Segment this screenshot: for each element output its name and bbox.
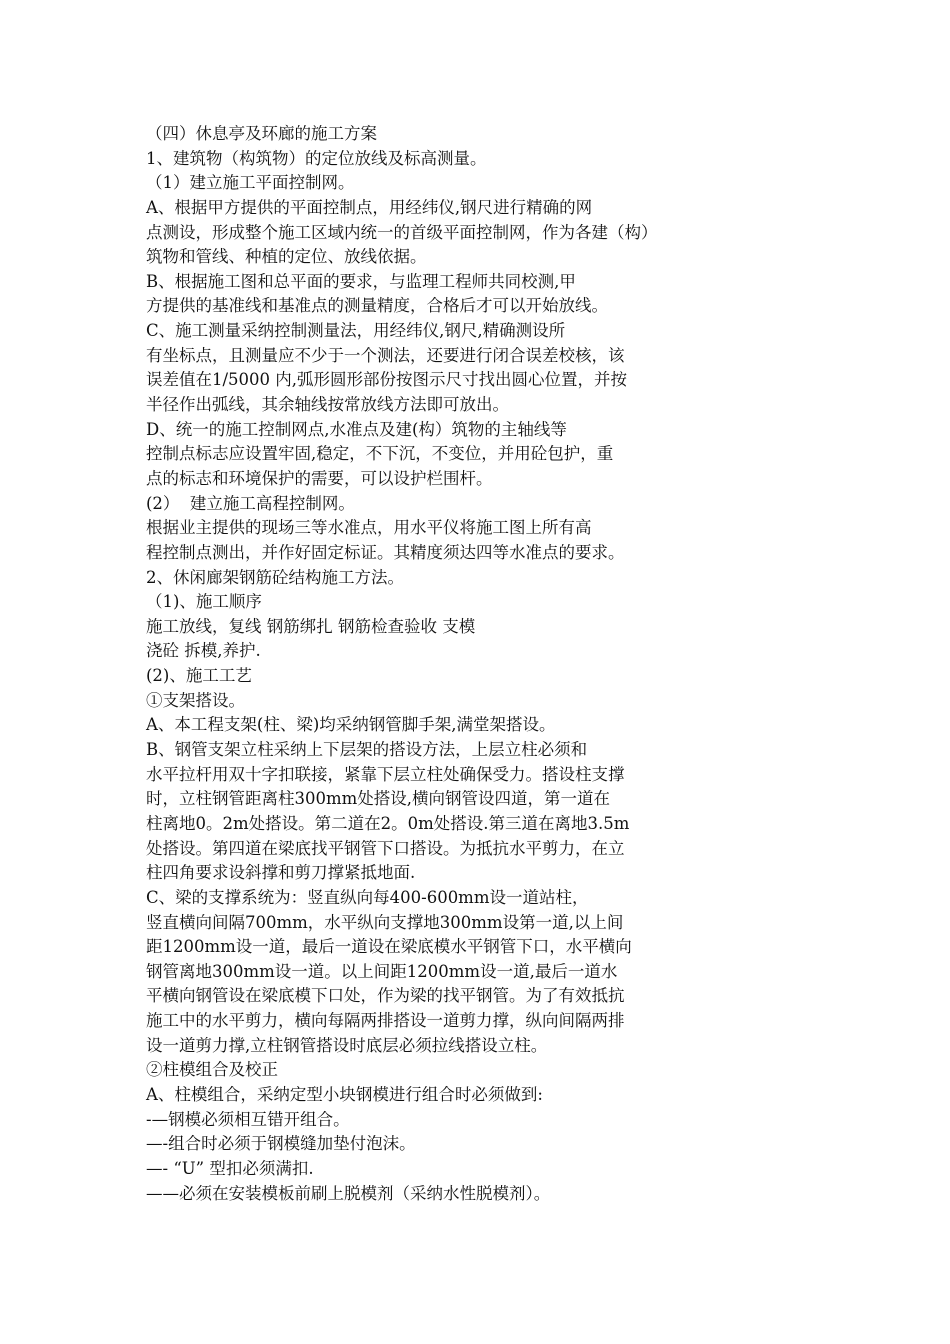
text-line: —-组合时必须于钢模缝加垫付泡沫。 [146, 1134, 416, 1154]
document-body [146, 122, 746, 1206]
text-line: 施工放线，复线 钢筋绑扎 钢筋检查验收 支模 [146, 616, 476, 636]
text-line: (2） 建立施工高程控制网。 [146, 493, 355, 513]
text-line: （1）建立施工平面控制网。 [146, 173, 355, 193]
text-line: 程控制点测出，并作好固定标证。其精度须达四等水准点的要求。 [146, 542, 625, 562]
text-line: 平横向钢管设在梁底模下口处，作为梁的找平钢管。为了有效抵抗 [146, 986, 625, 1006]
text-line: ②柱模组合及校正 [146, 1060, 278, 1080]
text-line: 时，立柱钢管距离柱300mm处搭设,横向钢管设四道，第一道在 [146, 789, 611, 809]
text-line: 控制点标志应设置牢固,稳定，不下沉，不变位，并用砼包护，重 [146, 444, 614, 464]
text-line: ①支架搭设。 [146, 690, 245, 710]
text-line: 距1200mm设一道，最后一道设在梁底模水平钢管下口，水平横向 [146, 937, 632, 957]
text-line: 误差值在1/5000 内,弧形圆形部份按图示尺寸找出圆心位置，并按 [146, 370, 628, 390]
text-line: B、钢管支架立柱采纳上下层架的搭设方法，上层立柱必须和 [146, 740, 588, 760]
text-line: C、梁的支撑系统为：竖直纵向每400-600mm设一道站柱， [146, 887, 589, 907]
text-line: 水平拉杆用双十字扣联接，紧靠下层立柱处确保受力。搭设柱支撑 [146, 764, 625, 784]
text-line: 浇砼 拆模,养护. [146, 641, 261, 661]
text-line: （四）休息亭及环廊的施工方案 [146, 124, 377, 143]
text-line: 施工中的水平剪力，横向每隔两排搭设一道剪力撑，纵向间隔两排 [146, 1011, 625, 1031]
text-line: D、统一的施工控制网点,水准点及建(构）筑物的主轴线等 [146, 419, 567, 439]
text-line: 半径作出弧线，其余轴线按常放线方法即可放出。 [146, 395, 509, 415]
text-line: C、施工测量采纳控制测量法，用经纬仪,钢尺,精确测设所 [146, 321, 566, 341]
text-line: 处搭设。第四道在梁底找平钢管下口搭设。为抵抗水平剪力，在立 [146, 838, 625, 858]
text-line: A、根据甲方提供的平面控制点，用经纬仪,钢尺进行精确的网 [146, 197, 593, 217]
text-line: 钢管离地300mm设一道。以上间距1200mm设一道,最后一道水 [146, 961, 618, 981]
text-line: 设一道剪力撑,立柱钢管搭设时底层必须拉线搭设立柱。 [146, 1035, 548, 1055]
text-line: （1)、施工顺序 [146, 592, 262, 612]
text-line: 有坐标点，且测量应不少于一个测法，还要进行闭合误差校核，该 [146, 345, 625, 365]
text-line: A、本工程支架(柱、梁)均采纳钢管脚手架,满堂架搭设。 [146, 715, 556, 735]
text-line: 筑物和管线、种植的定位、放线依据。 [146, 247, 427, 267]
text-line: 点测设，形成整个施工区域内统一的首级平面控制网，作为各建（构） [146, 222, 658, 242]
text-line: 1、建筑物（构筑物）的定位放线及标高测量。 [146, 148, 487, 168]
text-line: —- “U” 型扣必须满扣. [146, 1158, 314, 1178]
text-line: 柱四角要求设斜撑和剪刀撑紧抵地面. [146, 863, 416, 883]
text-line: 方提供的基准线和基准点的测量精度，合格后才可以开始放线。 [146, 296, 608, 316]
text-line: 竖直横向间隔700mm，水平纵向支撑地300mm设第一道,以上间 [146, 912, 624, 932]
text-line: A、柱模组合，采纳定型小块钢模进行组合时必须做到: [146, 1084, 543, 1104]
text-line: 2、休闲廊架钢筋砼结构施工方法。 [146, 567, 404, 587]
text-line: ——必须在安装模板前刷上脱模剂（采纳水性脱模剂）。 [146, 1183, 551, 1203]
text-line: 柱离地0。2m处搭设。第二道在2。0m处搭设.第三道在离地3.5m [146, 813, 630, 833]
text-line: (2)、施工工艺 [146, 666, 252, 686]
text-line: B、根据施工图和总平面的要求，与监理工程师共同校测,甲 [146, 271, 576, 291]
text-line: 点的标志和环境保护的需要，可以设护栏围杆。 [146, 468, 493, 488]
text-line: -—钢模必须相互错开组合。 [146, 1109, 350, 1129]
text-line: 根据业主提供的现场三等水准点，用水平仪将施工图上所有高 [146, 518, 592, 538]
